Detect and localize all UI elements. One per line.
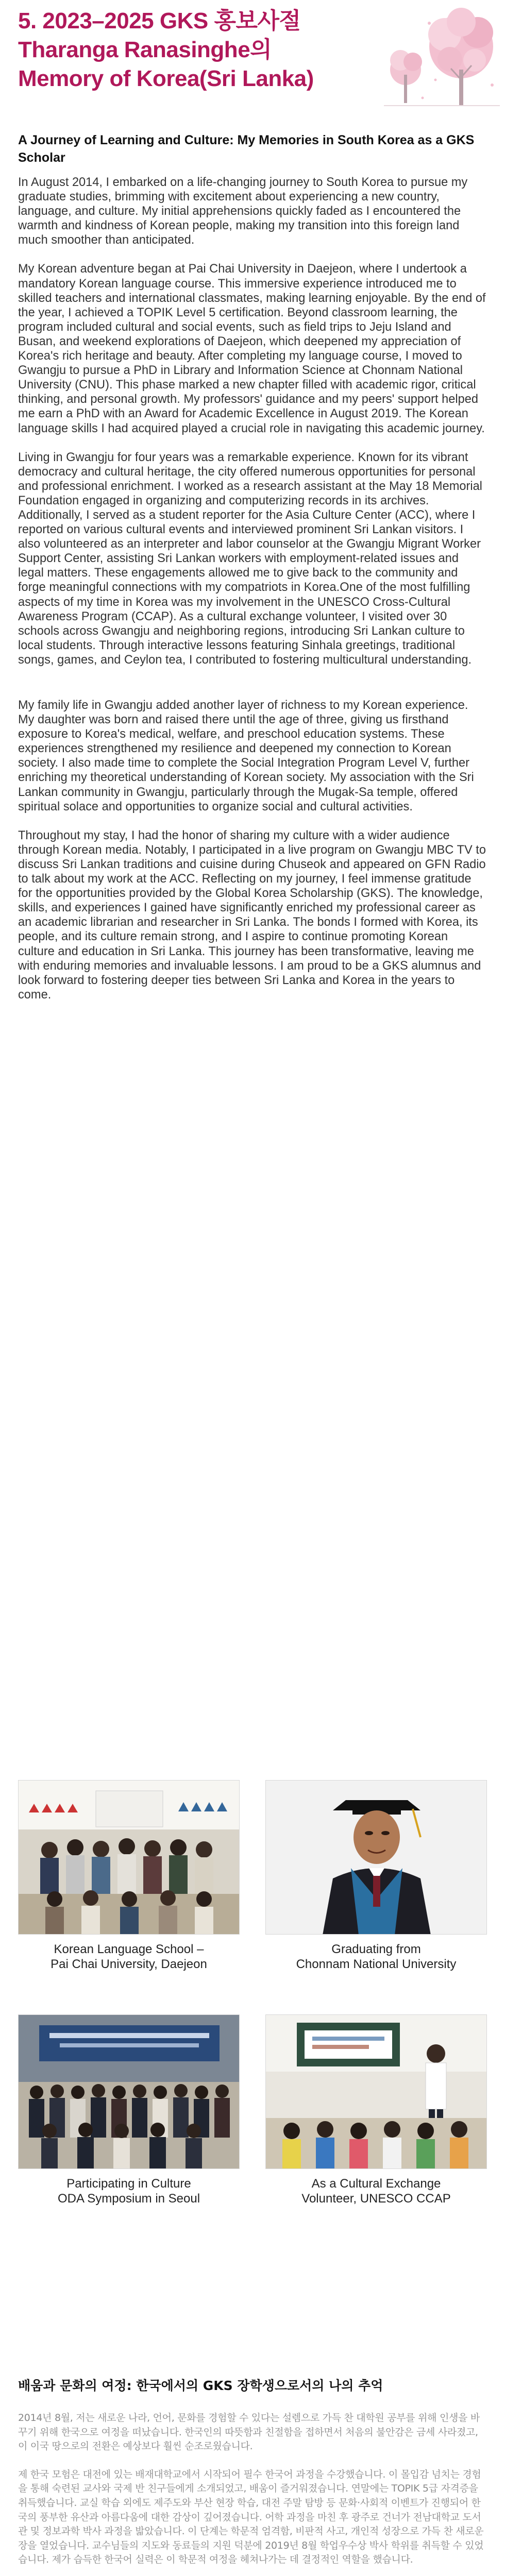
korean-paragraph: 제 한국 모험은 대전에 있는 배재대학교에서 시작되어 필수 한국어 과정을 수강했습니다. 이 몰입감 넘치는 경험을 통해 숙련된 교사와 국제 반 친구들에게 소개되었고, 배움이 즐거워졌습니다. 연말에는 TOPIK 5급 자격증을 취득했습니다. 교실 학습 외에도 제주도와 부산 현장 학습, 대전 주말 탐방 등 문화·사회적 이벤트가 진행되어 한국의 풍부한 유산과 아름다움에 대한 감상이 깊어졌습니다. 어학 과정을 마친 후 광주로 건너가 전남대학교 도서관 및 정보과학 박사 과정을 밟았습니다. 이 단계는 학문적 엄격함, 비판적 사고, 개인적 성장으로 가득 찬 새로운 장을 열었습니다. 교수님들의 지도와 동료들의 지원 덕분에 2019년 8월 학업우수상 박사 학위를 취득할 수 있었습니다. 제가 습득한 한국어 실력은 이 학문적 여정을 헤쳐나가는 데 결정적인 역할을 했습니다. (18, 2468, 484, 2566)
photo-caption (265, 1942, 487, 1972)
photo-grid (18, 1780, 487, 2352)
photo-caption-line: Pai Chai University, Daejeon (50, 1957, 207, 1971)
photo-oda-symposium-image (18, 2014, 240, 2169)
korean-article-body (18, 2411, 487, 2576)
article-title: A Journey of Learning and Culture: My Memories in South Korea as a GKS Scholar (18, 133, 475, 165)
photo-caption-line: Korean Language School – (54, 1942, 204, 1956)
photo-caption-line: Graduating from (331, 1942, 421, 1956)
photo-caption-line: Participating in Culture (66, 2177, 191, 2191)
large-blossom-tree (428, 8, 493, 106)
header (0, 0, 505, 129)
photo-caption-line: As a Cultural Exchange (311, 2177, 441, 2191)
photo-caption-line: Volunteer, UNESCO CCAP (301, 2192, 451, 2206)
page-title-line-2: Tharanga Ranasinghe의 (18, 37, 272, 62)
photo-caption-line: ODA Symposium in Seoul (57, 2192, 200, 2206)
cherry-blossom-trees-illustration (384, 3, 500, 111)
article-paragraph: My Korean adventure began at Pai Chai University in Daejeon, where I undertook a mandatory Korean language course. This immersive experience introduced me to skilled teachers and international classmates, making learning enjoyable. By the end of the year, I achieved a TOPIK Level 5 certification. Beyond classroom learning, the program included cultural and social events, such as field trips to Jeju Island and Busan, and weekend explorations of Daejeon, which deepened my appreciation of Korea's rich heritage and beauty. After completing my language course, I moved to Gwangju to pursue a PhD in Library and Information Science at Chonnam National University (CNU). This phase marked a new chapter filled with academic rigor, critical thinking, and personal growth. My professors' guidance and my peers' support helped me earn a PhD with an Award for Academic Excellence in August 2019. The Korean language skills I had acquired played a crucial role in navigating this academic journey. (18, 262, 486, 435)
article-paragraph: My family life in Gwangju added another layer of richness to my Korean experience. My daughter was born and raised there until the age of three, giving us firsthand exposure to Korea's medical, welfare, and preschool education systems. These experiences strengthened my resilience and deepened my connection to Korean society. I also made time to complete the Social Integration Program Level V, further enriching my theoretical understanding of Korean society. My association with the Sri Lankan community in Gwangju, particularly through the Mugak-Sa temple, offered spiritual solace and opportunities to organize social and cultural activities. (18, 699, 474, 814)
photo-language-school-image (18, 1780, 240, 1935)
article-paragraph: In August 2014, I embarked on a life-changing journey to South Korea to pursue my graduate studies, brimming with excitement about experiencing a new country, language, and culture. My initial apprehensions quickly faded as I encountered the warmth and kindness of Korean people, making my transition into this foreign land much smoother than anticipated. (18, 176, 468, 247)
small-blossom-tree (390, 50, 422, 103)
photo-graduation-image (265, 1780, 487, 1935)
photo-caption (265, 2176, 487, 2206)
article-body (18, 175, 487, 1016)
photo-graduation (265, 1780, 487, 1972)
korean-paragraph: 2014년 8월, 저는 새로운 나라, 언어, 문화를 경험할 수 있다는 설렘으로 가득 찬 대학원 공부를 위해 인생을 바꾸기 위해 한국으로 여정을 떠났습니다. 한국인의 따뜻함과 친절함을 접하면서 처음의 불안감은 금세 사라졌고, 이 이국 땅으로의 전환은 예상보다 훨씬 순조로웠습니다. (18, 2412, 480, 2452)
page-title-line-3: Memory of Korea(Sri Lanka) (18, 66, 314, 91)
photo-unesco-volunteer-image (265, 2014, 487, 2169)
photo-caption (18, 1942, 240, 1972)
article-paragraph: Living in Gwangju for four years was a remarkable experience. Known for its vibrant democracy and cultural heritage, the city offered numerous opportunities for personal and professional enrichment. I worked as a research assistant at the May 18 Memorial Foundation engaged in organizing and computerizing records in its archives. Additionally, I served as a student reporter for the Asia Culture Center (ACC), where I reported on various cultural events and interviewed prominent Sri Lankan visitors. I also volunteered as an interpreter and labor counselor at the Gwangju Migrant Worker Support Center, assisting Sri Lankan workers with employment-related issues and legal matters. These engagements allowed me to give back to the community and forge meaningful connections with my compatriots in Korea.One of the most fulfilling aspects of my time in Korea was my involvement in the UNESCO Cross-Cultural Awareness Program (CCAP). As a cultural exchange volunteer, I visited over 30 schools across Gwangju and neighboring regions, introducing Sri Lankan culture to local students. Through interactive lessons featuring Sinhala greetings, traditional songs, games, and Ceylon tea, I contributed to fostering multicultural understanding. (18, 450, 482, 667)
page-title-line-1: 5. 2023–2025 GKS 홍보사절 (18, 8, 301, 33)
photo-unesco-volunteer (265, 2014, 487, 2206)
photo-oda-symposium (18, 2014, 240, 2206)
photo-language-school (18, 1780, 240, 1972)
article-paragraph: Throughout my stay, I had the honor of sharing my culture with a wider audience through Korean media. Notably, I participated in a live program on Gwangju MBC TV to discuss Sri Lankan traditions and cuisine during Chuseok and appeared on GFN Radio to talk about my work at the ACC. Reflecting on my journey, I feel immense gratitude for the opportunities provided by the Global Korea Scholarship (GKS). The knowledge, skills, and experiences I gained have significantly enriched my professional career as an academic librarian and researcher in Sri Lanka. The bonds I formed with Korea, its people, and its culture remain strong, and I aspire to continue promoting Korean culture and education in Sri Lanka. This journey has been transformative, leaving me with enduring memories and invaluable lessons. I am proud to be a GKS alumnus and look forward to fostering deeper ties between Sri Lanka and Korea in the years to come. (18, 828, 486, 1002)
photo-caption-line: Chonnam National University (296, 1957, 457, 1971)
korean-article-title: 배움과 문화의 여정: 한국에서의 GKS 장학생으로서의 나의 추억 (18, 2378, 383, 2393)
photo-caption (18, 2176, 240, 2206)
